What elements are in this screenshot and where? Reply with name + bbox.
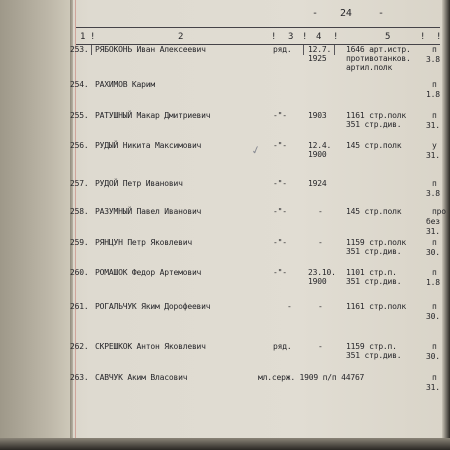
col-separator: ! xyxy=(302,32,308,42)
birth-year: 1900 xyxy=(308,277,327,286)
military-unit: 145 стр.полк xyxy=(346,141,402,150)
entry-number: 255. xyxy=(70,111,89,120)
rank: -"- xyxy=(273,141,287,150)
column-rule xyxy=(334,45,335,55)
status-note: п xyxy=(432,373,437,382)
entry-number: 263. xyxy=(70,373,89,382)
person-name: РЯНЦУН Петр Яковлевич xyxy=(95,238,192,247)
rank: -"- xyxy=(273,179,287,188)
rank: ряд. xyxy=(273,45,292,54)
entry-number: 261. xyxy=(70,302,89,311)
status-note: п xyxy=(432,302,437,311)
birth-date: 1924 xyxy=(308,179,327,188)
status-date: 1.8 xyxy=(426,90,440,99)
col-separator: ! xyxy=(420,32,426,42)
status-date: 31. xyxy=(426,151,440,160)
birth-date: 12.4. xyxy=(308,141,332,150)
entry-number: 253. xyxy=(70,45,89,54)
status-note: п xyxy=(432,238,437,247)
military-unit-2: 351 стр.див. xyxy=(346,351,402,360)
military-unit: 1161 стр.полк xyxy=(346,302,407,311)
status-date: 31. xyxy=(426,383,440,392)
rank: -"- xyxy=(273,238,287,247)
status-note: про xyxy=(432,207,446,216)
person-name: РУДОЙ Петр Иванович xyxy=(95,179,183,188)
col-separator: ! xyxy=(271,32,277,42)
margin-line xyxy=(75,0,76,450)
birth-year: 1900 xyxy=(308,150,327,159)
birth-date: 1903 xyxy=(308,111,327,120)
table-top-rule xyxy=(76,27,440,28)
rank: ряд. xyxy=(273,342,292,351)
col-header-3: 3 xyxy=(288,32,294,42)
col-header-2: 2 xyxy=(178,32,184,42)
military-unit: 1101 стр.п. xyxy=(346,268,397,277)
rank: - xyxy=(287,302,292,311)
rank: мл.серж. 1909 п/п 44767 xyxy=(258,373,365,382)
birth-date: - xyxy=(318,342,323,351)
status-date: 30. xyxy=(426,352,440,361)
col-header-5: 5 xyxy=(385,32,391,42)
entry-number: 259. xyxy=(70,238,89,247)
birth-date: 23.10. xyxy=(308,268,336,277)
entry-number: 258. xyxy=(70,207,89,216)
military-unit-2: 351 стр.див. xyxy=(346,277,402,286)
book-binding xyxy=(0,0,72,450)
entry-number: 254. xyxy=(70,80,89,89)
status-date: 3.8 xyxy=(426,189,440,198)
person-name: СКРЕШКОК Антон Яковлевич xyxy=(95,342,206,351)
person-name: РОГАЛЬЧУК Яким Дорофеевич xyxy=(95,302,211,311)
rank: -"- xyxy=(273,111,287,120)
page-fold xyxy=(70,0,73,450)
military-unit-3: артил.полк xyxy=(346,63,393,72)
status-date: 1.8 xyxy=(426,278,440,287)
status-note: п xyxy=(432,268,437,277)
person-name: РОМАШОК Федор Артемович xyxy=(95,268,202,277)
page-edge-bottom xyxy=(0,438,450,450)
rank: -"- xyxy=(273,268,287,277)
military-unit-2: 351 стр.див. xyxy=(346,247,402,256)
person-name: РАЗУМНЫЙ Павел Иванович xyxy=(95,207,202,216)
birth-year: 1925 xyxy=(308,54,327,63)
col-header-4: 4 xyxy=(316,32,322,42)
entry-number: 256. xyxy=(70,141,89,150)
status-date: 3.8 xyxy=(426,55,440,64)
page-edge-right xyxy=(442,0,450,450)
status-note: п xyxy=(432,111,437,120)
status-date: без xyxy=(426,217,440,226)
status-note: п xyxy=(432,45,437,54)
header-dash-right: - xyxy=(378,8,384,19)
status-date: 30. xyxy=(426,312,440,321)
header-dash-left: - xyxy=(312,8,318,19)
military-unit-2: противотанков. xyxy=(346,54,411,63)
checkmark-icon: ✓ xyxy=(250,142,262,159)
birth-date: 12.7. xyxy=(308,45,332,54)
status-note: п xyxy=(432,179,437,188)
status-date: 31. xyxy=(426,121,440,130)
person-name: РУДЫЙ Никита Максимович xyxy=(95,141,202,150)
birth-date: - xyxy=(318,302,323,311)
military-unit: 1646 арт.истр. xyxy=(346,45,411,54)
military-unit: 1159 стр.полк xyxy=(346,238,407,247)
person-name: РЯБОКОНЬ Иван Алексеевич xyxy=(95,45,206,54)
status-note: п xyxy=(432,80,437,89)
status-note: п xyxy=(432,342,437,351)
col-separator: ! xyxy=(436,32,442,42)
person-name: САВЧУК Аким Власович xyxy=(95,373,188,382)
military-unit: 1161 стр.полк xyxy=(346,111,407,120)
column-rule xyxy=(91,45,92,55)
status-date: 30. xyxy=(426,248,440,257)
military-unit: 1159 стр.п. xyxy=(346,342,397,351)
military-unit-2: 351 стр.див. xyxy=(346,120,402,129)
entry-number: 262. xyxy=(70,342,89,351)
col-separator: ! xyxy=(333,32,339,42)
status-note: у xyxy=(432,141,437,150)
status-date-2: 31. xyxy=(426,227,440,236)
military-unit: 145 стр.полк xyxy=(346,207,402,216)
column-rule xyxy=(303,45,304,55)
birth-date: - xyxy=(318,207,323,216)
col-separator: ! xyxy=(90,32,96,42)
page-number: 24 xyxy=(340,8,352,19)
entry-number: 260. xyxy=(70,268,89,277)
person-name: РАХИМОВ Карим xyxy=(95,80,156,89)
col-header-1: 1 xyxy=(80,32,86,42)
entry-number: 257. xyxy=(70,179,89,188)
person-name: РАТУШНЫЙ Макар Дмитриевич xyxy=(95,111,211,120)
rank: -"- xyxy=(273,207,287,216)
birth-date: - xyxy=(318,238,323,247)
